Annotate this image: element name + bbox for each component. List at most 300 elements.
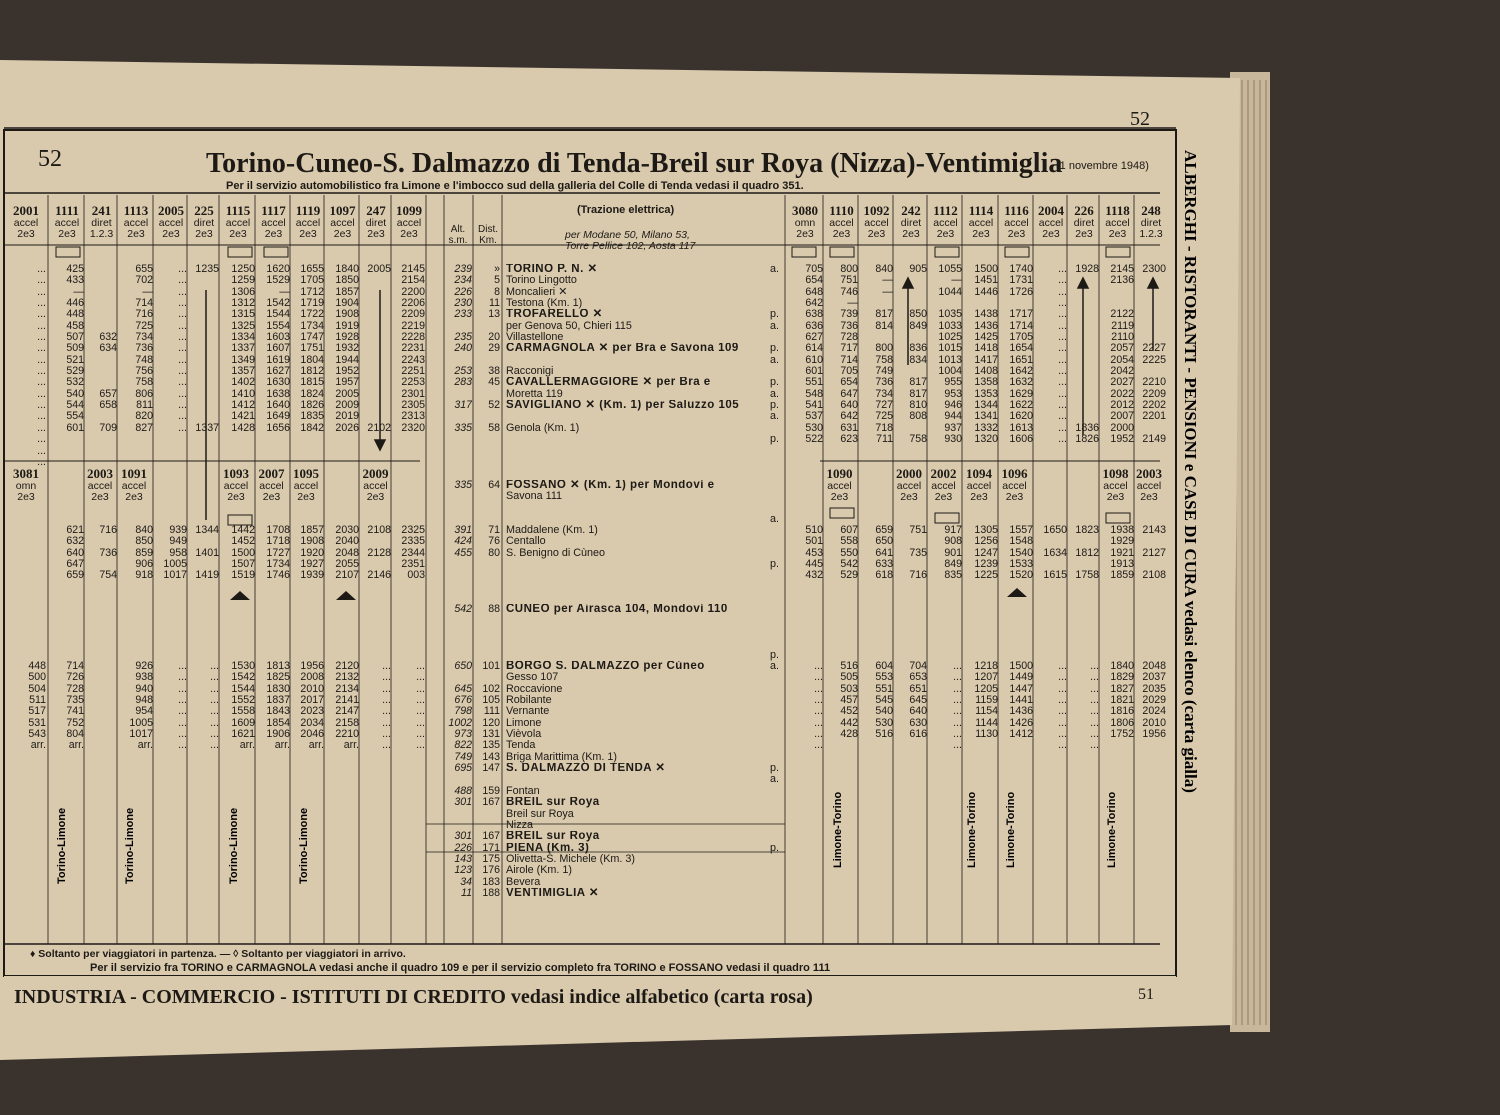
- time-cell: [787, 604, 823, 615]
- time-cell: 2054: [1110, 354, 1134, 366]
- time-cell: 521: [66, 354, 84, 366]
- time-cell: 554: [66, 411, 84, 423]
- station-name: Olivetta-S. Michele (Km. 3): [506, 853, 635, 865]
- time-cell: 2228: [401, 332, 425, 344]
- time-cell: 1207: [974, 672, 998, 684]
- time-cell: 1705: [1009, 332, 1033, 344]
- time-cell: 1558: [231, 706, 255, 718]
- time-cell: [895, 298, 927, 309]
- time-cell: [860, 638, 893, 649]
- time-cell: ...: [178, 683, 187, 695]
- train-number: 2005: [158, 203, 184, 218]
- time-cell: 1613: [1009, 422, 1033, 434]
- time-cell: ...: [1058, 422, 1067, 434]
- train-number: 2003: [1136, 466, 1162, 481]
- time-cell: [964, 593, 998, 604]
- distance-cell: 13: [488, 309, 500, 321]
- time-cell: [155, 434, 187, 445]
- altitude-cell: 424: [454, 536, 472, 548]
- altitude-column: [446, 264, 472, 899]
- time-cell: 2010: [300, 683, 324, 695]
- altitude-cell: [446, 593, 472, 604]
- time-cell: ...: [210, 695, 219, 707]
- time-cell: 659: [66, 570, 84, 582]
- time-cell: [221, 502, 255, 513]
- time-cell: —: [882, 275, 893, 287]
- time-column: [929, 264, 962, 752]
- time-cell: [326, 480, 359, 491]
- time-cell: ...: [37, 377, 46, 389]
- time-cell: [257, 480, 290, 491]
- train-class: accel: [933, 217, 958, 229]
- time-cell: [895, 638, 927, 649]
- time-cell: 2023: [300, 706, 324, 718]
- time-cell: [393, 604, 425, 615]
- station-row: [506, 548, 781, 559]
- station-row: [506, 389, 781, 400]
- time-cell: ...: [1058, 388, 1067, 400]
- train-header: [1101, 204, 1134, 240]
- time-cell: [393, 627, 425, 638]
- time-cell: [1069, 468, 1099, 479]
- time-cell: 1533: [1009, 558, 1033, 570]
- time-cell: 2227: [1142, 343, 1166, 355]
- bus-notice: Per il servizio automobilistico fra Limone e l'imbocco sud della galleria del Colle di Tenda vedasi il quadro 351.: [226, 180, 804, 192]
- time-cell: [964, 480, 998, 491]
- time-cell: 1850: [335, 275, 359, 287]
- train-category: 2e3: [366, 491, 385, 503]
- distance-cell: [475, 446, 500, 457]
- time-cell: 1256: [974, 536, 998, 548]
- time-cell: 511: [29, 695, 46, 707]
- distance-cell: [475, 434, 500, 445]
- time-cell: 705: [840, 366, 858, 378]
- time-cell: ...: [416, 695, 425, 707]
- station-row: [506, 321, 781, 332]
- time-cell: 1920: [300, 547, 324, 559]
- time-cell: 1325: [231, 320, 255, 332]
- time-cell: ...: [1058, 729, 1067, 741]
- station-row: [506, 480, 781, 491]
- time-cell: 640: [66, 547, 84, 559]
- time-cell: [860, 480, 893, 491]
- station-name: Testona (Km. 1): [506, 298, 583, 310]
- train-header: [292, 204, 324, 240]
- connections-note: [565, 230, 695, 252]
- time-cell: [326, 491, 359, 502]
- time-cell: 2351: [401, 558, 425, 570]
- time-cell: [361, 502, 391, 513]
- time-cell: [1000, 582, 1033, 593]
- time-cell: 1449: [1009, 672, 1033, 684]
- time-cell: [1136, 321, 1166, 332]
- time-cell: 2029: [1142, 695, 1166, 707]
- time-cell: 2017: [300, 695, 324, 707]
- distance-cell: 38: [488, 366, 500, 378]
- time-cell: [1101, 457, 1134, 468]
- time-cell: [86, 559, 117, 570]
- distance-cell: [475, 321, 500, 332]
- time-cell: 1928: [1075, 264, 1099, 275]
- distance-cell: 143: [482, 751, 500, 763]
- train-header: [929, 204, 962, 240]
- time-cell: [860, 740, 893, 751]
- train-class: accel: [1103, 480, 1128, 492]
- time-cell: ...: [37, 320, 46, 332]
- time-cell: 1640: [266, 400, 290, 412]
- distance-cell: [475, 570, 500, 581]
- time-cell: 634: [99, 343, 117, 355]
- altitude-cell: 301: [454, 797, 472, 809]
- train-header: [6, 204, 46, 240]
- altitude-cell: 226: [454, 286, 472, 298]
- time-cell: [189, 638, 219, 649]
- time-cell: [221, 604, 255, 615]
- time-cell: 930: [944, 434, 962, 446]
- time-cell: [6, 570, 46, 581]
- time-cell: [1069, 411, 1099, 422]
- time-cell: 1005: [163, 558, 187, 570]
- time-cell: 642: [805, 298, 823, 310]
- distance-cell: 102: [482, 683, 500, 695]
- time-cell: [119, 616, 153, 627]
- altitude-cell: 455: [454, 547, 472, 559]
- time-cell: 453: [805, 547, 823, 559]
- time-cell: 1247: [974, 547, 998, 559]
- station-name: FOSSANO ✕ (Km. 1) per Mondovì e: [506, 479, 715, 491]
- train-header: [221, 204, 255, 240]
- time-cell: ...: [37, 332, 46, 344]
- time-cell: 457: [840, 695, 858, 707]
- station-row: [506, 343, 781, 354]
- time-cell: 2037: [1142, 672, 1166, 684]
- distance-cell: 101: [482, 661, 500, 673]
- time-cell: 2007: [1110, 411, 1134, 423]
- time-cell: [825, 627, 858, 638]
- altitude-cell: 11: [461, 887, 472, 899]
- station-mark: p.: [769, 558, 779, 570]
- time-cell: [964, 468, 998, 479]
- distance-cell: 88: [488, 604, 500, 616]
- time-cell: 1913: [1110, 558, 1134, 570]
- altitude-cell: [446, 672, 472, 683]
- dist-label: Dist.: [478, 224, 498, 235]
- station-row: [506, 786, 781, 797]
- time-cell: [895, 740, 927, 751]
- time-cell: [361, 491, 391, 502]
- train-class: diret: [900, 217, 922, 229]
- time-cell: ...: [1058, 400, 1067, 412]
- time-cell: 1843: [266, 706, 290, 718]
- time-cell: 516: [840, 661, 858, 673]
- altitude-cell: [446, 457, 472, 468]
- time-cell: ...: [37, 286, 46, 298]
- time-cell: 2119: [1111, 320, 1134, 332]
- time-column: [155, 264, 187, 752]
- time-cell: —: [951, 275, 962, 287]
- station-name: TROFARELLO ✕: [506, 309, 603, 321]
- time-cell: 840: [875, 264, 893, 275]
- train-category: 2e3: [17, 491, 35, 503]
- bottom-page-number: 51: [1138, 986, 1154, 1003]
- time-cell: [6, 616, 46, 627]
- time-cell: [86, 434, 117, 445]
- time-cell: [1136, 298, 1166, 309]
- time-cell: 1651: [1009, 354, 1033, 366]
- time-cell: [895, 332, 927, 343]
- time-cell: ...: [1058, 683, 1067, 695]
- time-cell: 2040: [335, 536, 359, 548]
- time-cell: [221, 434, 255, 445]
- time-cell: ...: [178, 275, 187, 287]
- time-cell: [292, 491, 324, 502]
- time-cell: 558: [840, 536, 858, 548]
- station-row: [506, 514, 781, 525]
- station-row: [506, 536, 781, 547]
- time-cell: ...: [1058, 275, 1067, 287]
- time-cell: [189, 468, 219, 479]
- time-cell: 2048: [335, 547, 359, 559]
- time-column: [393, 264, 425, 752]
- time-cell: [221, 616, 255, 627]
- time-cell: [361, 582, 391, 593]
- time-cell: [393, 638, 425, 649]
- time-cell: [895, 514, 927, 525]
- train-header: [1000, 204, 1033, 240]
- time-cell: [1136, 480, 1166, 491]
- time-cell: 2158: [335, 717, 359, 729]
- train-class: accel: [363, 480, 388, 492]
- time-cell: 1239: [974, 558, 998, 570]
- altitude-cell: [446, 582, 472, 593]
- station-row: [506, 661, 781, 672]
- station-row: [506, 423, 781, 434]
- station-row: [506, 650, 781, 661]
- time-cell: [86, 309, 117, 320]
- time-cell: 1033: [938, 320, 962, 332]
- time-cell: 448: [28, 661, 46, 673]
- time-cell: [189, 604, 219, 615]
- time-cell: [6, 491, 46, 502]
- time-cell: ...: [178, 366, 187, 378]
- time-column: [361, 264, 391, 752]
- station-name: CAVALLERMAGGIORE ✕ per Bra e: [506, 377, 711, 389]
- time-cell: [86, 582, 117, 593]
- time-cell: [1101, 468, 1134, 479]
- time-cell: [361, 604, 391, 615]
- time-cell: ...: [37, 388, 46, 400]
- time-cell: 1642: [1009, 366, 1033, 378]
- time-cell: 645: [909, 695, 927, 707]
- time-cell: [189, 366, 219, 377]
- time-cell: [1035, 627, 1067, 638]
- time-cell: [86, 287, 117, 298]
- time-cell: [787, 502, 823, 513]
- distance-cell: 5: [494, 275, 500, 287]
- station-row: [506, 820, 781, 831]
- time-cell: [895, 627, 927, 638]
- time-cell: 1812: [300, 366, 324, 378]
- time-cell: [326, 502, 359, 513]
- time-cell: [929, 457, 962, 468]
- time-cell: 1816: [1110, 706, 1134, 718]
- time-cell: [393, 468, 425, 479]
- time-cell: 522: [805, 434, 823, 446]
- station-row: [506, 287, 781, 298]
- time-cell: 550: [840, 547, 858, 559]
- time-cell: ...: [178, 661, 187, 673]
- time-cell: [257, 604, 290, 615]
- distance-cell: 52: [488, 400, 500, 412]
- time-cell: 1500: [1009, 661, 1033, 673]
- time-cell: [221, 514, 255, 525]
- time-cell: 704: [909, 661, 927, 673]
- time-cell: [221, 457, 255, 468]
- station-name: SAVIGLIANO ✕ (Km. 1) per Saluzzo 105: [506, 400, 740, 412]
- time-cell: 509: [66, 343, 84, 355]
- station-name: Nizza: [506, 819, 533, 831]
- time-cell: 2136: [1110, 275, 1134, 287]
- time-cell: [929, 616, 962, 627]
- time-cell: ...: [1058, 343, 1067, 355]
- service-label-up: Limone-Torino: [1106, 791, 1118, 868]
- time-cell: 1823: [1075, 524, 1099, 536]
- train-number: 1117: [261, 203, 286, 218]
- time-cell: [155, 446, 187, 457]
- time-cell: 734: [875, 388, 893, 400]
- distance-cell: 135: [482, 740, 500, 752]
- station-row: [506, 434, 781, 445]
- time-cell: [895, 468, 927, 479]
- altitude-cell: [446, 774, 472, 785]
- time-cell: [393, 593, 425, 604]
- time-cell: [1069, 593, 1099, 604]
- time-cell: 727: [875, 400, 893, 412]
- distance-cell: [475, 559, 500, 570]
- station-name: Vièvola: [506, 729, 542, 741]
- train-category: 2e3: [195, 228, 213, 240]
- time-cell: 817: [909, 377, 927, 389]
- time-cell: 510: [805, 524, 823, 536]
- time-cell: [1101, 491, 1134, 502]
- train-number: 1116: [1004, 203, 1029, 218]
- time-cell: [929, 502, 962, 513]
- time-cell: [929, 593, 962, 604]
- station-row: [506, 877, 781, 888]
- time-cell: [189, 332, 219, 343]
- time-cell: [155, 514, 187, 525]
- altitude-cell: 676: [454, 695, 472, 707]
- service-label-down: Torino-Limone: [228, 807, 240, 884]
- time-cell: [895, 650, 927, 661]
- time-cell: [86, 502, 117, 513]
- time-cell: [895, 480, 927, 491]
- time-cell: [50, 502, 84, 513]
- time-cell: [1101, 514, 1134, 525]
- time-cell: [895, 616, 927, 627]
- station-name: Racconigi: [506, 366, 554, 378]
- time-cell: 610: [805, 354, 823, 366]
- time-cell: 946: [944, 400, 962, 412]
- time-cell: [1136, 604, 1166, 615]
- time-cell: [86, 604, 117, 615]
- time-cell: 2201: [1142, 411, 1166, 423]
- time-cell: 1402: [231, 377, 255, 389]
- train-class: accel: [123, 217, 149, 229]
- time-cell: 751: [840, 275, 858, 287]
- time-cell: 604: [875, 661, 893, 673]
- time-cell: 746: [840, 286, 858, 298]
- time-cell: 726: [66, 672, 84, 684]
- page-number-left: 52: [38, 146, 62, 172]
- time-cell: 2005: [335, 388, 359, 400]
- station-mark: a.: [769, 411, 779, 423]
- time-cell: ...: [814, 740, 823, 752]
- time-cell: ...: [953, 695, 962, 707]
- time-cell: 1452: [231, 536, 255, 548]
- time-cell: [361, 627, 391, 638]
- altitude-cell: 283: [454, 377, 472, 389]
- train-category: 2e3: [1140, 491, 1158, 503]
- time-cell: [326, 514, 359, 525]
- time-cell: [1101, 446, 1134, 457]
- distance-cell: 8: [494, 286, 500, 298]
- train-class: accel: [968, 217, 994, 229]
- time-cell: [1035, 468, 1067, 479]
- time-cell: [1101, 480, 1134, 491]
- time-cell: [50, 514, 84, 525]
- time-cell: ...: [37, 309, 46, 321]
- time-cell: [1101, 616, 1134, 627]
- time-cell: 632: [66, 536, 84, 548]
- time-cell: [189, 298, 219, 309]
- time-cell: [1069, 514, 1099, 525]
- time-cell: [257, 650, 290, 661]
- time-cell: ...: [178, 411, 187, 423]
- time-cell: [860, 616, 893, 627]
- time-cell: [825, 650, 858, 661]
- time-cell: 2202: [1142, 400, 1166, 412]
- train-category: 2e3: [970, 491, 988, 503]
- time-cell: [189, 434, 219, 445]
- time-cell: [155, 638, 187, 649]
- station-mark: p.: [769, 763, 779, 775]
- time-cell: [292, 582, 324, 593]
- time-cell: 2008: [300, 672, 324, 684]
- station-row: [506, 570, 781, 581]
- train-header: [895, 204, 927, 240]
- altitude-cell: 253: [454, 366, 472, 378]
- time-cell: ...: [178, 332, 187, 344]
- time-cell: 648: [805, 286, 823, 298]
- time-cell: 725: [135, 320, 153, 332]
- train-category: 2e3: [299, 228, 317, 240]
- time-cell: 541: [805, 400, 823, 412]
- time-cell: [1069, 332, 1099, 343]
- train-category: 2e3: [58, 228, 76, 240]
- time-cell: 1835: [300, 411, 324, 423]
- time-cell: ...: [1058, 298, 1067, 310]
- time-cell: 1530: [231, 661, 255, 673]
- time-cell: ...: [210, 661, 219, 673]
- time-cell: [1136, 638, 1166, 649]
- time-cell: 1718: [266, 536, 290, 548]
- time-cell: [1136, 423, 1166, 434]
- time-cell: ...: [814, 729, 823, 741]
- time-cell: [1101, 604, 1134, 615]
- time-cell: 714: [840, 354, 858, 366]
- time-cell: 944: [944, 411, 962, 423]
